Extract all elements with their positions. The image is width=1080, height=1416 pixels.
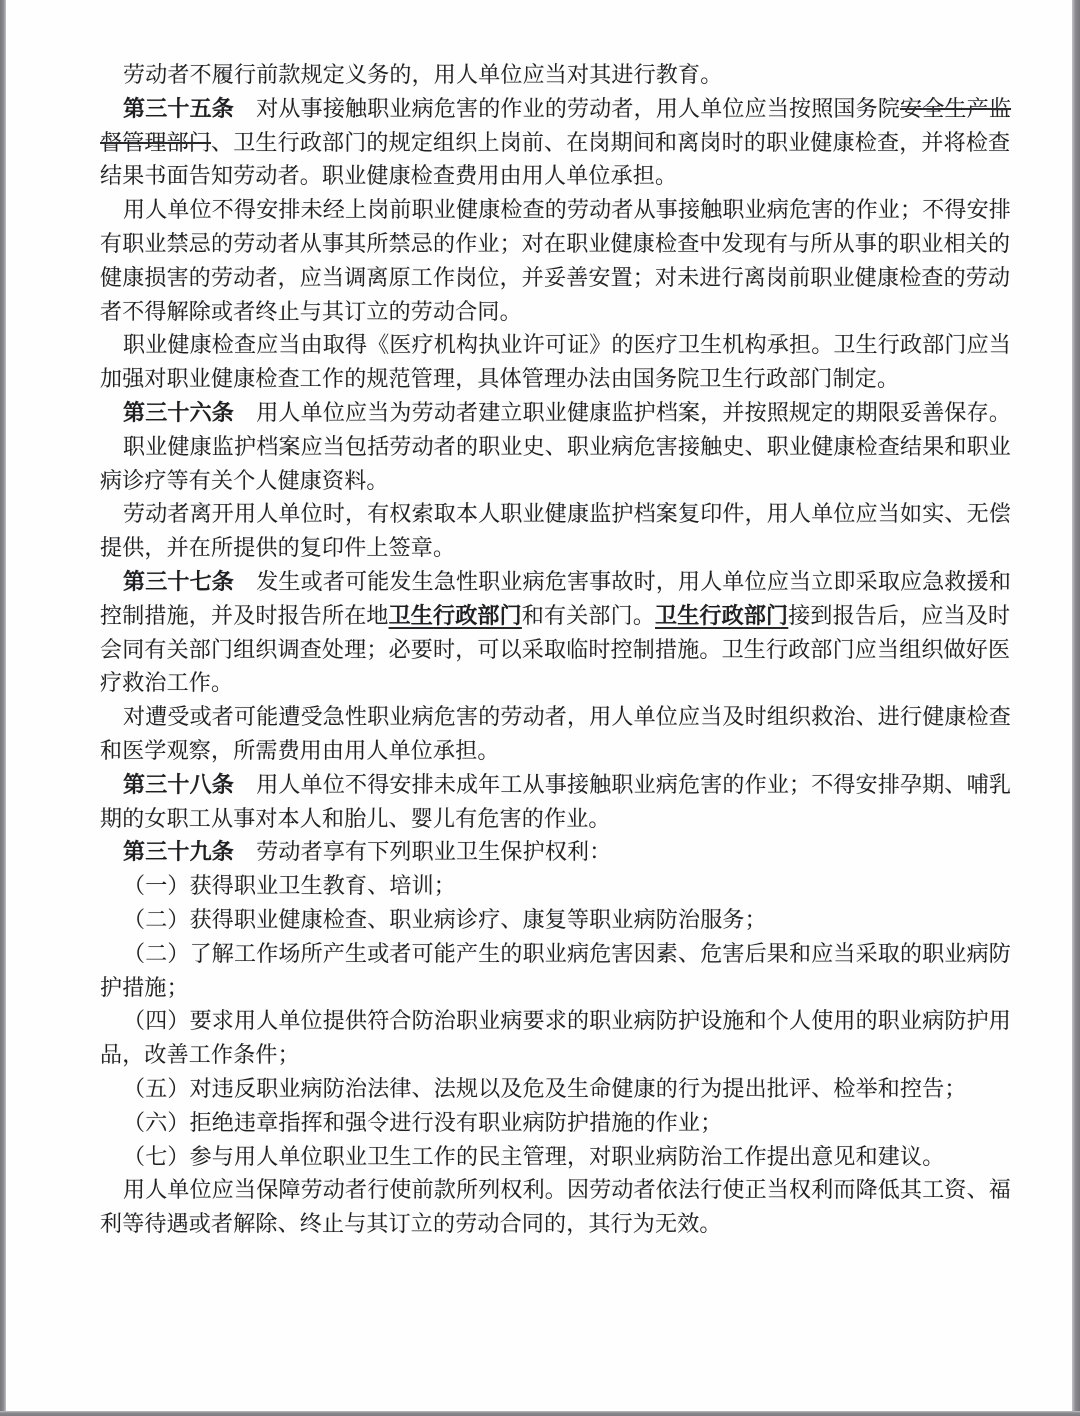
text-line xyxy=(100,227,1011,261)
text-segment: 用人单位不得安排未经上岗前职业健康检查的劳动者从事接触职业病危害的作业；不得安排 xyxy=(123,197,1012,223)
text-segment: 健康损害的劳动者，应当调离原工作岗位，并妥善安置；对未进行离岗前职业健康检查的劳动 xyxy=(100,264,1011,290)
paper-surface xyxy=(6,0,1072,1411)
text-segment: （二）获得职业健康检查、职业病诊疗、康复等职业病防治服务； xyxy=(123,906,767,932)
emphasized-underlined-text: 卫生行政部门 xyxy=(388,602,522,628)
text-line xyxy=(100,835,1000,869)
text-line xyxy=(100,193,1012,227)
text-segment: 者不得解除或者终止与其订立的劳动合同。 xyxy=(100,298,522,324)
text-segment: 职业健康监护档案应当包括劳动者的职业史、职业病危害接触史、职业健康检查结果和职业 xyxy=(123,433,1012,459)
text-segment: 劳动者不履行前款规定义务的，用人单位应当对其进行教育。 xyxy=(123,62,723,87)
text-line xyxy=(100,971,1000,1005)
text-line xyxy=(100,734,1000,768)
text-line xyxy=(100,464,1000,498)
text-segment: 对从事接触职业病危害的作业的劳动者，用人单位应当按照国务院 xyxy=(234,95,901,121)
text-segment: 劳动者享有下列职业卫生保护权利： xyxy=(234,839,612,865)
text-segment: 和有关部门。 xyxy=(521,602,656,628)
text-line xyxy=(100,497,1012,531)
text-segment: 结果书面告知劳动者。职业健康检查费用由用人单位承担。 xyxy=(100,163,678,189)
text-segment: 病诊疗等有关个人健康资料。 xyxy=(100,467,389,493)
text-segment: 对遭受或者可能遭受急性职业病危害的劳动者，用人单位应当及时组织救治、进行健康检查 xyxy=(123,704,1012,730)
strikethrough-text: 安全生产监 xyxy=(900,95,1012,121)
text-line xyxy=(100,126,1011,160)
text-segment: 、卫生行政部门的规定组织上岗前、在岗期间和离岗时的职业健康检查，并将检查 xyxy=(211,129,1011,155)
text-line xyxy=(100,531,1000,565)
text-segment: 护措施； xyxy=(100,974,189,1000)
text-segment: 职业健康检查应当由取得《医疗机构执业许可证》的医疗卫生机构承担。卫生行政部门应当 xyxy=(123,332,1012,358)
text-line xyxy=(100,159,1000,193)
text-segment: 有职业禁忌的劳动者从事其所禁忌的作业；对在职业健康检查中发现有与所从事的职业相关的 xyxy=(100,230,1011,256)
text-segment: （六）拒绝违章指挥和强令进行没有职业病防护措施的作业； xyxy=(123,1109,723,1135)
text-line xyxy=(100,869,1000,903)
article-number: 第三十九条 xyxy=(123,839,235,865)
article-number: 第三十七条 xyxy=(123,568,235,594)
text-segment: （一）获得职业卫生教育、培训； xyxy=(123,873,457,899)
text-segment: 用人单位应当为劳动者建立职业健康监护档案，并按照规定的期限妥善保存。 xyxy=(234,399,1012,425)
article-number: 第三十五条 xyxy=(123,95,235,121)
text-line xyxy=(100,261,1011,295)
text-segment: 劳动者离开用人单位时，有权索取本人职业健康监护档案复印件，用人单位应当如实、无偿 xyxy=(123,501,1012,527)
text-line xyxy=(100,1140,1000,1174)
text-segment: 用人单位不得安排未成年工从事接触职业病危害的作业；不得安排孕期、哺乳 xyxy=(234,771,1012,797)
text-segment: （四）要求用人单位提供符合防治职业病要求的职业病防护设施和个人使用的职业病防护用 xyxy=(123,1008,1012,1034)
text-line xyxy=(100,700,1012,734)
text-segment: （五）对违反职业病防治法律、法规以及危及生命健康的行为提出批评、检举和控告； xyxy=(123,1075,967,1101)
text-segment: 品，改善工作条件； xyxy=(100,1042,300,1068)
text-line xyxy=(100,666,1000,700)
text-segment: 疗救治工作。 xyxy=(100,670,234,696)
text-line xyxy=(100,768,1012,802)
document-text xyxy=(100,58,1012,1241)
text-segment: 提供，并在所提供的复印件上签章。 xyxy=(100,535,456,561)
text-segment: 发生或者可能发生急性职业病危害事故时，用人单位应当立即采取应急救援和 xyxy=(234,568,1012,594)
text-segment: 期的女职工从事对本人和胎儿、婴儿有危害的作业。 xyxy=(100,805,611,831)
scan-edge-left xyxy=(0,0,6,1416)
text-line xyxy=(100,295,1000,329)
text-line xyxy=(100,802,1000,836)
article-number: 第三十六条 xyxy=(123,399,235,425)
text-line xyxy=(100,937,1012,971)
text-line xyxy=(100,430,1012,464)
scan-edge-right xyxy=(1072,0,1080,1416)
text-segment: （七）参与用人单位职业卫生工作的民主管理，对职业病防治工作提出意见和建议。 xyxy=(123,1143,945,1169)
text-segment: 接到报告后，应当及时 xyxy=(788,602,1011,628)
strikethrough-text: 督管理部门 xyxy=(100,129,212,155)
text-line xyxy=(100,1004,1012,1038)
text-line xyxy=(100,92,1012,126)
text-segment: 加强对职业健康检查工作的规范管理，具体管理办法由国务院卫生行政部门制定。 xyxy=(100,366,900,392)
text-segment: 会同有关部门组织调查处理；必要时，可以采取临时控制措施。卫生行政部门应当组织做好医 xyxy=(100,636,1011,662)
article-number: 第三十八条 xyxy=(123,771,235,797)
text-line xyxy=(100,328,1012,362)
text-line xyxy=(100,1173,1012,1207)
text-segment: （二）了解工作场所产生或者可能产生的职业病危害因素、危害后果和应当采取的职业病防 xyxy=(123,940,1012,966)
text-line xyxy=(100,1106,1000,1140)
text-line xyxy=(100,903,1000,937)
text-line xyxy=(100,396,1012,430)
text-line xyxy=(100,1072,1000,1106)
scan-edge-bottom xyxy=(0,1411,1080,1416)
text-line xyxy=(100,633,1011,667)
text-line xyxy=(100,1038,1000,1072)
text-line xyxy=(100,58,1000,92)
text-line xyxy=(100,565,1012,599)
text-segment: 用人单位应当保障劳动者行使前款所列权利。因劳动者依法行使正当权利而降低其工资、福 xyxy=(123,1177,1012,1203)
text-line xyxy=(100,1207,1000,1241)
text-line xyxy=(100,362,1000,396)
emphasized-underlined-text: 卫生行政部门 xyxy=(655,602,789,628)
text-segment: 控制措施，并及时报告所在地 xyxy=(100,602,389,628)
text-line xyxy=(100,599,1011,633)
text-segment: 利等待遇或者解除、终止与其订立的劳动合同的，其行为无效。 xyxy=(100,1211,722,1237)
text-segment: 和医学观察，所需费用由用人单位承担。 xyxy=(100,737,500,763)
